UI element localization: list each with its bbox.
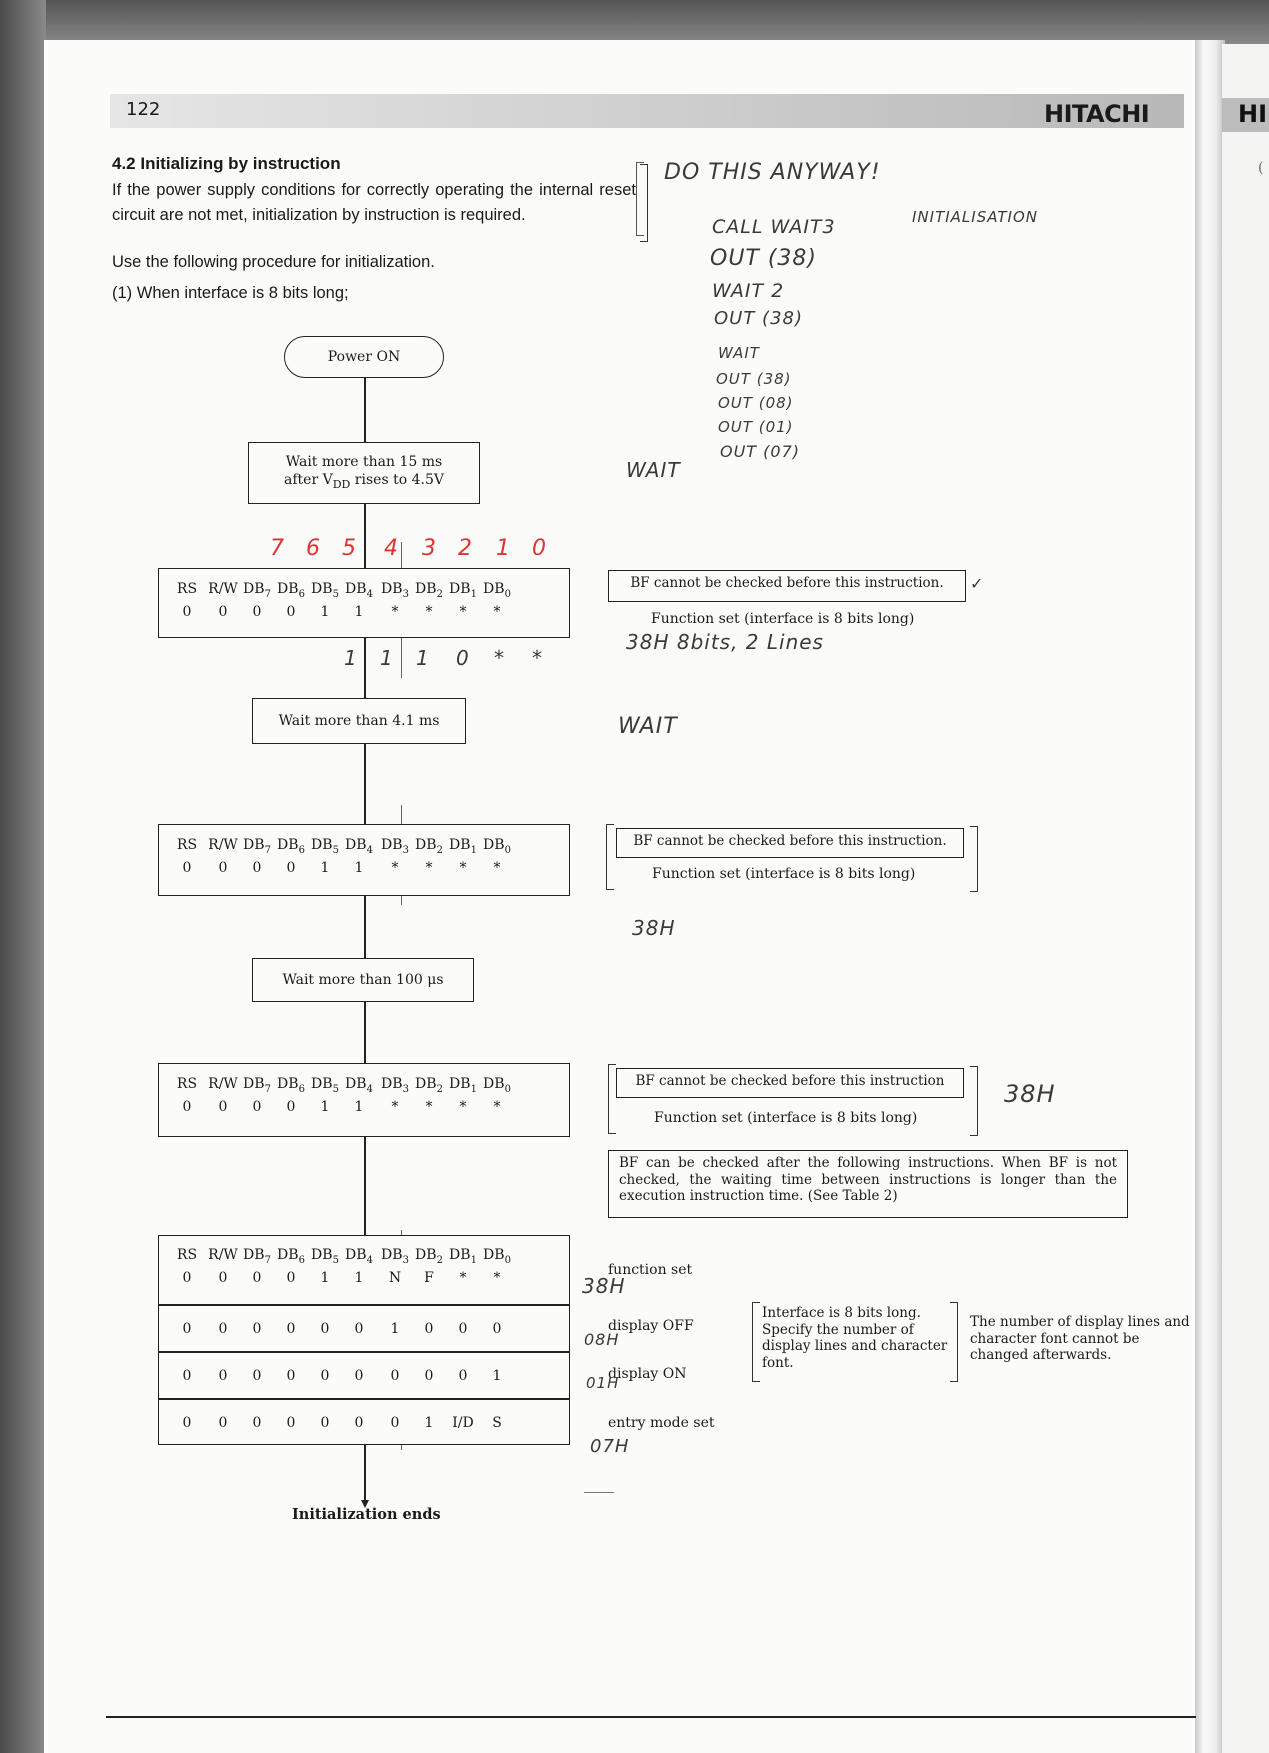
table-header-cell: $DB_2$ (415, 1247, 443, 1266)
table-cell: 1 (320, 1270, 330, 1286)
flow-line (364, 638, 366, 698)
facing-page-mark: ( (1258, 160, 1264, 176)
table-header-cell: $DB_0$ (483, 1247, 511, 1266)
handwriting-bracket (636, 162, 644, 236)
table-row (159, 1267, 569, 1289)
bracket-right (970, 826, 978, 892)
bit-table-final (158, 1235, 570, 1445)
bit-table-function-set-1 (158, 568, 570, 638)
wait-100us-label: Wait more than 100 μs (282, 972, 444, 988)
table-header-cell: $DB_5$ (311, 837, 339, 856)
table-cell: 0 (218, 1368, 228, 1384)
case-heading: (1) When interface is 8 bits long; (112, 284, 349, 302)
table-header-cell: R/W (208, 1247, 238, 1263)
handwriting-do-this: DO THIS ANYWAY! (664, 160, 881, 185)
pencil-bit: * (532, 646, 543, 670)
table-header-row (159, 834, 569, 856)
bracket-left (608, 1064, 616, 1134)
table-header-cell: $DB_7$ (243, 837, 271, 856)
table-header-cell: $DB_1$ (449, 1076, 477, 1095)
flow-line (364, 378, 366, 442)
table-header-cell: $DB_4$ (345, 1076, 373, 1095)
red-bit-number: 6 (306, 536, 320, 561)
table-header-row (159, 578, 569, 600)
pencil-bit: 1 (344, 646, 358, 670)
table-row (159, 857, 569, 879)
table-cell: 0 (320, 1321, 330, 1337)
table-cell: 0 (320, 1368, 330, 1384)
wait-4ms-label: Wait more than 4.1 ms (278, 713, 440, 729)
handwriting-line: CALL WAIT3 (712, 216, 836, 238)
table-header-cell: $DB_3$ (381, 1076, 409, 1095)
table-header-cell: $DB_5$ (311, 1076, 339, 1095)
handwriting-row-hex: 07H (590, 1436, 630, 1457)
table-cell: * (391, 604, 399, 620)
header-band (110, 94, 1184, 128)
table-cell: 0 (424, 1321, 434, 1337)
flow-line (364, 502, 366, 568)
table-cell: 0 (492, 1321, 502, 1337)
table-cell: 1 (320, 604, 330, 620)
table-cell: 0 (252, 860, 262, 876)
table-header-cell: $DB_1$ (449, 1247, 477, 1266)
table-header-cell: $DB_4$ (345, 837, 373, 856)
red-bit-number: 7 (270, 536, 284, 561)
footer-rule (106, 1716, 1196, 1718)
brand-logo: HITACHI (1044, 100, 1150, 128)
table-header-cell: $DB_7$ (243, 1247, 271, 1266)
row-label-display-on: display ON (608, 1366, 687, 1382)
red-bit-number: 2 (458, 536, 472, 561)
handwriting-line: OUT (38) (710, 246, 818, 271)
table-cell: 1 (354, 1270, 364, 1286)
table-cell: 0 (354, 1321, 364, 1337)
table-header-cell: $DB_5$ (311, 581, 339, 600)
table-cell: * (391, 1099, 399, 1115)
interface-note: Interface is 8 bits long. Specify the number of display lines and character font. (762, 1305, 948, 1371)
handwriting-line: OUT (08) (718, 394, 794, 412)
table-header-cell: $DB_5$ (311, 1247, 339, 1266)
table-cell: * (459, 1270, 467, 1286)
function-set-caption-3: Function set (interface is 8 bits long) (654, 1110, 918, 1126)
table-row (159, 601, 569, 623)
table-cell: 0 (182, 1099, 192, 1115)
facing-page-brand: HI (1238, 100, 1268, 128)
table-cell: 1 (320, 1099, 330, 1115)
table-header-cell: $DB_0$ (483, 1076, 511, 1095)
table-cell: 0 (182, 1270, 192, 1286)
table-cell: 1 (424, 1415, 434, 1431)
table-cell: 0 (286, 1321, 296, 1337)
table-header-row (159, 1244, 569, 1266)
handwriting-wait-2: WAIT (618, 714, 678, 739)
bf-note-2: BF cannot be checked before this instruction. (616, 828, 964, 858)
table-header-cell: $DB_2$ (415, 1076, 443, 1095)
init-ends-label: Initialization ends (292, 1506, 441, 1523)
table-header-cell: $DB_2$ (415, 581, 443, 600)
table-divider (159, 1398, 569, 1400)
flow-line (364, 896, 366, 958)
handwriting-38h-a: 38H 8bits, 2 Lines (626, 630, 824, 654)
table-row (159, 1318, 569, 1340)
table-cell: 0 (354, 1415, 364, 1431)
handwriting-38h-b: 38H (632, 916, 676, 940)
table-header-row (159, 1073, 569, 1095)
table-cell: 0 (252, 1415, 262, 1431)
pencil-bit: 1 (380, 646, 394, 670)
table-cell: * (493, 860, 501, 876)
table-header-cell: R/W (208, 581, 238, 597)
table-cell: 0 (390, 1415, 400, 1431)
handwriting-line: WAIT (718, 344, 760, 362)
table-cell: 0 (218, 860, 228, 876)
table-cell: * (459, 604, 467, 620)
table-cell: 0 (458, 1321, 468, 1337)
table-cell: 0 (182, 604, 192, 620)
table-divider (159, 1351, 569, 1353)
table-cell: * (493, 1099, 501, 1115)
table-cell: 0 (354, 1368, 364, 1384)
table-cell: 0 (218, 604, 228, 620)
table-cell: * (391, 860, 399, 876)
table-header-cell: R/W (208, 1076, 238, 1092)
table-header-cell: $DB_7$ (243, 581, 271, 600)
table-cell: 0 (252, 1368, 262, 1384)
pencil-bit: * (494, 646, 505, 670)
handwriting-line: OUT (07) (720, 442, 801, 461)
wait-15ms-line2: after $V_{DD}$ rises to 4.5V (284, 471, 444, 491)
table-cell: 0 (320, 1415, 330, 1431)
table-cell: * (425, 860, 433, 876)
table-cell: 0 (218, 1321, 228, 1337)
table-header-cell: $DB_4$ (345, 1247, 373, 1266)
table-cell: * (425, 1099, 433, 1115)
table-cell: 0 (458, 1368, 468, 1384)
bit-table-function-set-3 (158, 1063, 570, 1137)
red-bit-number: 4 (384, 536, 398, 561)
table-row (159, 1365, 569, 1387)
table-cell: 0 (182, 1321, 192, 1337)
handwriting-line: OUT (38) (716, 370, 792, 388)
pencil-bit: 0 (456, 646, 470, 670)
handwriting-row-hex: 38H (582, 1274, 626, 1298)
table-header-cell: RS (176, 837, 198, 853)
table-cell: 0 (252, 1099, 262, 1115)
book-spine (1195, 40, 1225, 1753)
row-label-function-set: function set (608, 1262, 693, 1278)
scan-background-top (0, 0, 1269, 44)
table-header-cell: $DB_1$ (449, 581, 477, 600)
power-on-terminal (284, 336, 444, 378)
page-number: 122 (126, 99, 161, 120)
wait-4ms-box (252, 698, 466, 744)
facing-page (1222, 44, 1269, 1753)
table-header-cell: $DB_2$ (415, 837, 443, 856)
table-cell: 0 (252, 1321, 262, 1337)
table-cell: 0 (218, 1270, 228, 1286)
table-cell: 1 (354, 604, 364, 620)
table-row (159, 1412, 569, 1434)
table-cell: 0 (286, 1099, 296, 1115)
handwriting-line: OUT (38) (714, 308, 804, 329)
pencil-bit: 1 (416, 646, 430, 670)
table-cell: * (493, 1270, 501, 1286)
table-header-cell: $DB_4$ (345, 581, 373, 600)
table-cell: * (493, 604, 501, 620)
bf-note-1: BF cannot be checked before this instruction. (608, 570, 966, 602)
bracket-left (606, 824, 614, 890)
red-bit-number: 0 (532, 536, 546, 561)
table-cell: * (459, 1099, 467, 1115)
table-row (159, 1096, 569, 1118)
table-header-cell: $DB_0$ (483, 837, 511, 856)
flow-line (364, 1001, 366, 1063)
table-header-cell: $DB_0$ (483, 581, 511, 600)
table-cell: 0 (286, 1270, 296, 1286)
table-cell: 1 (390, 1321, 400, 1337)
row-label-display-off: display OFF (608, 1318, 694, 1334)
handwriting-line: OUT (01) (718, 418, 794, 436)
table-cell: 0 (218, 1099, 228, 1115)
table-cell: 1 (354, 1099, 364, 1115)
bit-table-function-set-2 (158, 824, 570, 896)
table-cell: 0 (390, 1368, 400, 1384)
table-cell: S (492, 1415, 502, 1431)
table-header-cell: $DB_1$ (449, 837, 477, 856)
table-header-cell: $DB_3$ (381, 581, 409, 600)
handwriting-row-hex: 01H (586, 1374, 620, 1392)
handwriting-38h-c: 38H (1004, 1080, 1056, 1108)
handwriting-line: WAIT 2 (712, 280, 785, 302)
table-header-cell: RS (176, 1076, 198, 1092)
bf-can-note: BF can be checked after the following instructions. When BF is not checked, the waiting time between instructions is longer than the execution instruction time. (See Table 2) (608, 1150, 1128, 1218)
handwriting-wait-1: WAIT (626, 458, 681, 482)
handwriting-initialisation: INITIALISATION (912, 208, 1039, 226)
power-on-label: Power ON (327, 349, 401, 365)
table-cell: 0 (218, 1415, 228, 1431)
table-cell: 0 (182, 1368, 192, 1384)
table-header-cell: $DB_7$ (243, 1076, 271, 1095)
function-set-caption-1: Function set (interface is 8 bits long) (651, 611, 915, 627)
table-header-cell: $DB_6$ (277, 1076, 305, 1095)
table-cell: I/D (452, 1415, 474, 1431)
table-cell: 0 (424, 1368, 434, 1384)
bracket-right (970, 1066, 978, 1136)
row-label-entry-mode: entry mode set (608, 1415, 715, 1431)
table-cell: * (425, 604, 433, 620)
red-bit-number: 1 (496, 536, 510, 561)
section-paragraph: If the power supply conditions for correctly operating the internal reset circuit are not met, initialization by instruction is required. (112, 181, 636, 224)
wait-15ms-line1: Wait more than 15 ms (285, 453, 443, 470)
table-cell: 0 (182, 860, 192, 876)
procedure-text: Use the following procedure for initialization. (112, 253, 435, 271)
table-cell: 0 (252, 1270, 262, 1286)
table-cell: 1 (354, 860, 364, 876)
handwriting-tick: ✓ (970, 574, 985, 593)
flow-line (364, 1445, 366, 1503)
wait-100us-box (252, 958, 474, 1002)
table-cell: F (424, 1270, 434, 1286)
table-cell: 0 (286, 860, 296, 876)
bf-note-3: BF cannot be checked before this instruction (616, 1068, 964, 1098)
cannot-change-note: The number of display lines and character font cannot be changed afterwards. (970, 1314, 1190, 1363)
table-divider (159, 1304, 569, 1306)
flow-line (364, 744, 366, 824)
red-bit-number: 5 (342, 536, 356, 561)
table-cell: 0 (182, 1415, 192, 1431)
table-cell: 1 (492, 1368, 502, 1384)
flow-line (364, 1137, 366, 1235)
table-cell: 0 (252, 604, 262, 620)
table-header-cell: RS (176, 581, 198, 597)
table-header-cell: $DB_3$ (381, 837, 409, 856)
table-header-cell: RS (176, 1247, 198, 1263)
table-header-cell: $DB_6$ (277, 581, 305, 600)
table-cell: 0 (286, 604, 296, 620)
function-set-caption-2: Function set (interface is 8 bits long) (652, 866, 916, 882)
table-header-cell: $DB_6$ (277, 837, 305, 856)
table-cell: 0 (286, 1368, 296, 1384)
table-cell: 0 (286, 1415, 296, 1431)
table-header-cell: $DB_3$ (381, 1247, 409, 1266)
table-cell: * (459, 860, 467, 876)
table-header-cell: R/W (208, 837, 238, 853)
table-header-cell: $DB_6$ (277, 1247, 305, 1266)
section-title: 4.2 Initializing by instruction (112, 154, 341, 173)
table-cell: 1 (320, 860, 330, 876)
red-bit-number: 3 (422, 536, 436, 561)
table-cell: N (388, 1270, 402, 1286)
bracket-left (752, 1302, 760, 1382)
handwriting-row-hex: 08H (584, 1330, 620, 1349)
scan-background-left (0, 0, 46, 1753)
wait-15ms-box (248, 442, 480, 504)
pencil-mark (584, 1492, 614, 1493)
